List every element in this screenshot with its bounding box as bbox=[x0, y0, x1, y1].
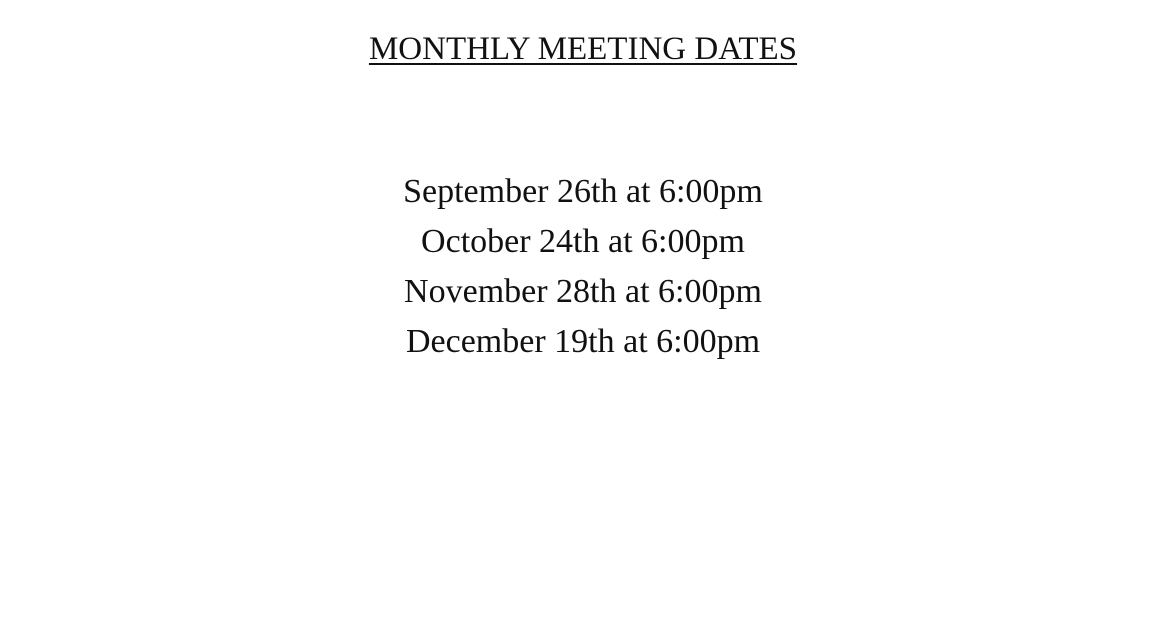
meeting-date-item: December 19th at 6:00pm bbox=[405, 323, 761, 360]
meeting-date-item: September 26th at 6:00pm bbox=[403, 173, 763, 210]
meeting-date-item: November 28th at 6:00pm bbox=[404, 273, 762, 310]
meeting-dates-list bbox=[0, 167, 1166, 367]
page-title: MONTHLY MEETING DATES bbox=[368, 31, 798, 67]
meeting-date-item: October 24th at 6:00pm bbox=[421, 223, 745, 260]
